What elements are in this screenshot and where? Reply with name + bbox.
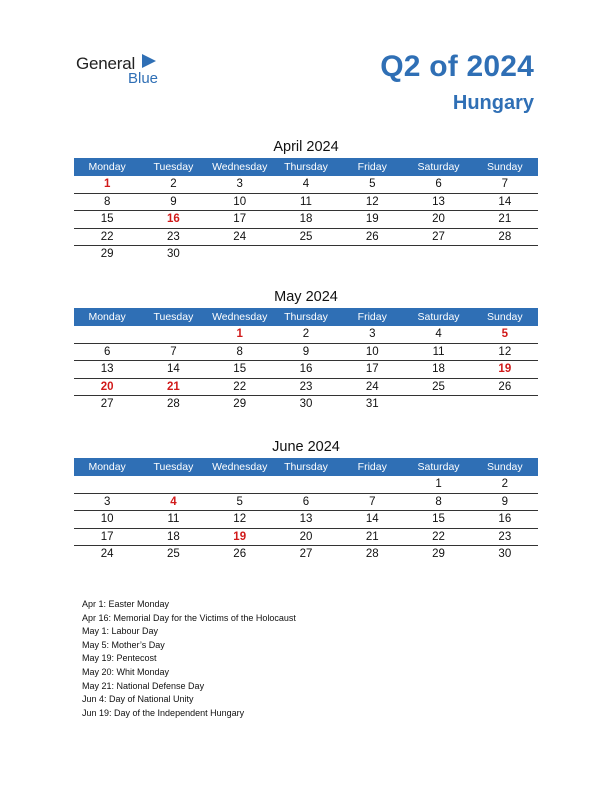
day-cell: 10 bbox=[100, 513, 114, 526]
weekday-label: Thursday bbox=[284, 311, 328, 323]
day-cell: 27 bbox=[100, 398, 114, 411]
day-cell: 6 bbox=[103, 345, 111, 358]
month-april bbox=[74, 136, 538, 263]
day-cell: 28 bbox=[498, 230, 512, 243]
day-cell: 31 bbox=[365, 398, 379, 411]
day-cell: 4 bbox=[435, 328, 442, 340]
holiday-day-cell: 16 bbox=[167, 213, 180, 226]
day-cell: 14 bbox=[167, 363, 180, 376]
day-cell: 27 bbox=[299, 548, 313, 561]
day-cell: 16 bbox=[299, 363, 313, 376]
day-cell bbox=[273, 246, 339, 263]
day-cell: 15 bbox=[233, 363, 247, 376]
day-cell: 8 bbox=[236, 345, 243, 358]
weekday-header bbox=[74, 308, 538, 326]
day-cell bbox=[207, 246, 273, 263]
day-cell: 22 bbox=[432, 530, 445, 543]
day-cell: 12 bbox=[498, 345, 512, 358]
holiday-day-cell: 1 bbox=[236, 328, 243, 340]
day-cell: 21 bbox=[498, 213, 512, 226]
holiday-note: Apr 1: Easter Monday bbox=[82, 599, 170, 609]
generalblue-logo bbox=[76, 52, 176, 88]
day-cell: 19 bbox=[365, 213, 379, 226]
day-cell: 10 bbox=[365, 345, 379, 358]
day-cell bbox=[405, 246, 471, 263]
day-cell bbox=[207, 476, 273, 493]
weekday-label: Tuesday bbox=[153, 161, 194, 173]
week-row bbox=[74, 194, 538, 212]
day-cell: 29 bbox=[233, 398, 247, 411]
day-cell: 30 bbox=[299, 398, 313, 411]
day-cell: 14 bbox=[498, 195, 512, 208]
holiday-day-cell: 1 bbox=[103, 178, 111, 190]
day-cell: 26 bbox=[233, 548, 247, 561]
week-row bbox=[74, 476, 538, 494]
day-cell: 10 bbox=[233, 195, 247, 208]
holiday-note: May 19: Pentecost bbox=[82, 653, 157, 664]
weekday-label: Tuesday bbox=[153, 461, 194, 473]
day-cell: 22 bbox=[233, 380, 247, 393]
day-cell: 7 bbox=[369, 495, 376, 508]
holiday-note: Apr 16: Memorial Day for the Victims of the Holocaust bbox=[82, 612, 296, 623]
day-cell: 30 bbox=[498, 548, 512, 561]
day-cell: 21 bbox=[365, 530, 379, 543]
weekday-header bbox=[74, 158, 538, 176]
day-cell bbox=[273, 476, 339, 493]
day-cell: 30 bbox=[167, 248, 180, 261]
day-cell: 13 bbox=[432, 195, 445, 208]
weekday-label: Tuesday bbox=[153, 311, 194, 323]
day-cell: 9 bbox=[501, 495, 509, 508]
day-cell bbox=[140, 326, 206, 343]
week-row bbox=[74, 211, 538, 229]
day-cell: 24 bbox=[100, 548, 114, 561]
day-cell: 25 bbox=[299, 230, 313, 243]
holiday-day-cell: 4 bbox=[170, 495, 177, 508]
weekday-label: Saturday bbox=[417, 161, 460, 173]
weekday-label: Saturday bbox=[417, 311, 460, 323]
day-cell: 11 bbox=[432, 345, 445, 358]
holiday-note: Jun 4: Day of National Unity bbox=[82, 694, 194, 705]
holiday-day-cell: 5 bbox=[501, 328, 509, 340]
week-row bbox=[74, 361, 538, 379]
day-cell: 1 bbox=[435, 478, 442, 490]
holiday-day-cell: 21 bbox=[167, 380, 180, 393]
weekday-label: Thursday bbox=[284, 161, 328, 173]
weekday-label: Sunday bbox=[487, 461, 523, 473]
day-cell: 27 bbox=[432, 230, 445, 243]
weekday-header bbox=[74, 458, 538, 476]
day-cell: 26 bbox=[498, 380, 512, 393]
day-cell: 14 bbox=[365, 513, 379, 526]
day-cell: 5 bbox=[369, 178, 376, 190]
day-cell: 28 bbox=[365, 548, 379, 561]
weekday-label: Sunday bbox=[487, 161, 523, 173]
month-june bbox=[74, 436, 538, 563]
day-cell: 2 bbox=[501, 478, 509, 490]
day-cell: 13 bbox=[299, 513, 313, 526]
day-cell bbox=[472, 396, 538, 413]
weekday-label: Monday bbox=[88, 161, 126, 173]
holiday-note: May 5: Mother’s Day bbox=[82, 639, 165, 650]
day-cell: 3 bbox=[103, 495, 111, 508]
day-cell: 18 bbox=[299, 213, 313, 226]
day-cell: 6 bbox=[435, 178, 442, 190]
day-cell bbox=[140, 476, 206, 493]
day-cell: 2 bbox=[302, 328, 310, 340]
day-cell: 15 bbox=[432, 513, 445, 526]
weekday-label: Saturday bbox=[417, 461, 460, 473]
day-cell: 8 bbox=[435, 495, 442, 508]
month-title: June 2024 bbox=[272, 439, 340, 455]
weekday-label: Wednesday bbox=[212, 461, 268, 473]
holiday-day-cell: 20 bbox=[100, 380, 114, 393]
day-cell: 24 bbox=[233, 230, 247, 243]
week-row bbox=[74, 379, 538, 397]
day-cell: 8 bbox=[103, 195, 111, 208]
week-row bbox=[74, 229, 538, 247]
week-row bbox=[74, 529, 538, 547]
day-cell: 11 bbox=[167, 513, 180, 526]
day-cell: 5 bbox=[236, 495, 243, 508]
day-cell: 25 bbox=[432, 380, 445, 393]
weekday-label: Thursday bbox=[284, 461, 328, 473]
day-cell: 12 bbox=[233, 513, 247, 526]
weekday-label: Monday bbox=[88, 311, 126, 323]
holiday-note: May 1: Labour Day bbox=[82, 626, 159, 637]
day-cell: 18 bbox=[167, 530, 180, 543]
day-cell: 4 bbox=[302, 178, 310, 190]
day-cell: 7 bbox=[501, 178, 509, 190]
month-may bbox=[74, 286, 538, 413]
holiday-note: May 20: Whit Monday bbox=[82, 666, 170, 677]
day-cell bbox=[339, 476, 405, 493]
day-cell: 24 bbox=[365, 380, 379, 393]
day-cell: 16 bbox=[498, 513, 512, 526]
logo-text-blue: Blue bbox=[128, 70, 159, 87]
month-title: May 2024 bbox=[274, 289, 338, 305]
day-cell: 7 bbox=[170, 345, 177, 358]
week-row bbox=[74, 511, 538, 529]
day-cell: 13 bbox=[100, 363, 114, 376]
day-cell: 12 bbox=[365, 195, 379, 208]
day-cell: 2 bbox=[170, 178, 177, 190]
day-cell: 3 bbox=[236, 178, 243, 190]
week-row bbox=[74, 396, 538, 413]
day-cell: 9 bbox=[302, 345, 310, 358]
day-cell: 6 bbox=[302, 495, 310, 508]
week-row bbox=[74, 246, 538, 263]
weekday-label: Wednesday bbox=[212, 311, 268, 323]
day-cell: 18 bbox=[432, 363, 445, 376]
day-cell: 26 bbox=[365, 230, 379, 243]
day-cell: 23 bbox=[299, 380, 313, 393]
day-cell: 20 bbox=[299, 530, 313, 543]
day-cell: 29 bbox=[432, 548, 445, 561]
week-row bbox=[74, 494, 538, 512]
day-cell: 17 bbox=[100, 530, 114, 543]
week-row bbox=[74, 326, 538, 344]
weekday-label: Friday bbox=[357, 311, 387, 323]
country-name: Hungary bbox=[452, 92, 534, 114]
day-cell: 17 bbox=[365, 363, 379, 376]
day-cell bbox=[472, 246, 538, 263]
day-cell: 25 bbox=[167, 548, 180, 561]
holiday-note: May 21: National Defense Day bbox=[82, 680, 205, 691]
quarter-title: Q2 of 2024 bbox=[380, 50, 534, 83]
day-cell: 20 bbox=[432, 213, 445, 226]
day-cell: 3 bbox=[369, 328, 376, 340]
holiday-note: Jun 19: Day of the Independent Hungary bbox=[82, 707, 245, 718]
day-cell: 9 bbox=[170, 195, 177, 208]
day-cell: 29 bbox=[100, 248, 114, 261]
day-cell: 22 bbox=[100, 230, 114, 243]
weekday-label: Monday bbox=[88, 461, 126, 473]
logo-flag-icon bbox=[142, 54, 156, 68]
day-cell: 23 bbox=[498, 530, 512, 543]
weekday-label: Sunday bbox=[487, 311, 523, 323]
holiday-day-cell: 19 bbox=[498, 363, 512, 376]
day-cell: 15 bbox=[100, 213, 114, 226]
weekday-label: Friday bbox=[357, 161, 387, 173]
week-row bbox=[74, 546, 538, 563]
day-cell: 23 bbox=[167, 230, 180, 243]
day-cell bbox=[74, 476, 140, 493]
day-cell bbox=[339, 246, 405, 263]
holiday-notes bbox=[82, 598, 296, 720]
day-cell: 28 bbox=[167, 398, 180, 411]
weekday-label: Wednesday bbox=[212, 161, 268, 173]
weekday-label: Friday bbox=[357, 461, 387, 473]
week-row bbox=[74, 344, 538, 362]
day-cell bbox=[74, 326, 140, 343]
day-cell: 17 bbox=[233, 213, 247, 226]
day-cell bbox=[405, 396, 471, 413]
month-title: April 2024 bbox=[273, 139, 339, 155]
logo-text-general: General bbox=[76, 54, 136, 73]
week-row bbox=[74, 176, 538, 194]
holiday-day-cell: 19 bbox=[233, 530, 247, 543]
day-cell: 11 bbox=[300, 195, 312, 208]
